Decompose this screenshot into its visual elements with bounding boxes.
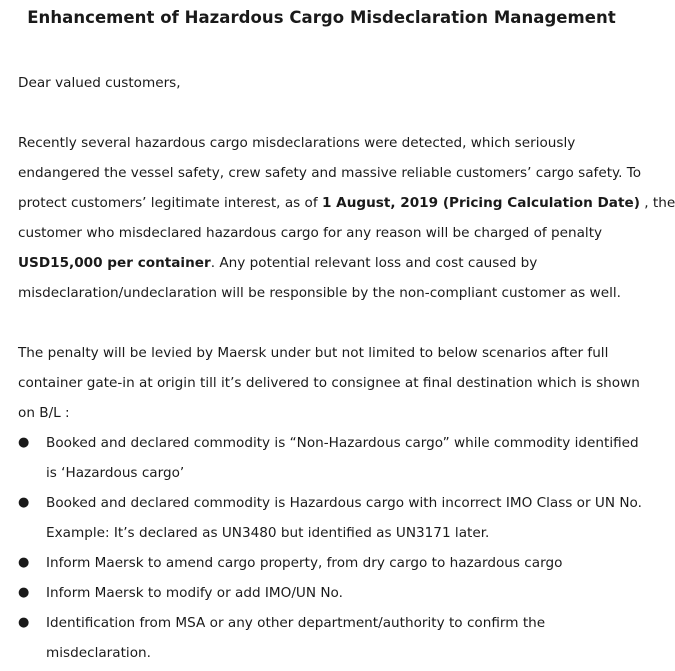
bullet-icon: ● [18, 615, 30, 630]
bullet-icon: ● [18, 435, 30, 450]
paragraph1-line3-text: protect customers’ legitimate interest, as of [18, 195, 322, 211]
bullet3-line1: Inform Maersk to amend cargo property, from dry cargo to hazardous cargo [46, 555, 563, 571]
paragraph1-line5 [18, 253, 537, 273]
bullet-icon: ● [18, 495, 30, 510]
bullet1-line2: is ‘Hazardous cargo’ [46, 465, 185, 481]
paragraph1-line3-tail: , the [639, 195, 675, 211]
bullet1-line1: Booked and declared commodity is “Non-Hazardous cargo” while commodity identified [46, 435, 639, 451]
document-title: Enhancement of Hazardous Cargo Misdeclaration Management [27, 8, 616, 27]
bullet5-line1: Identification from MSA or any other department/authority to confirm the [46, 615, 546, 631]
paragraph1-line5-text: . Any potential relevant loss and cost caused by [210, 255, 538, 271]
bullet-icon: ● [18, 555, 30, 570]
paragraph2-line1: The penalty will be levied by Maersk under but not limited to below scenarios after full [18, 345, 609, 361]
paragraph2-line3: on B/L : [18, 405, 70, 421]
greeting: Dear valued customers, [18, 75, 181, 91]
paragraph1-line3 [18, 193, 675, 213]
bullet4-line1: Inform Maersk to modify or add IMO/UN No. [46, 585, 343, 601]
bullet5-line2: misdeclaration. [46, 645, 151, 661]
paragraph1-line4: customer who misdeclared hazardous cargo for any reason will be charged of penalty [18, 225, 603, 241]
paragraph1-line2: endangered the vessel safety, crew safety and massive reliable customers’ cargo safety. To [18, 165, 642, 181]
penalty-amount: USD15,000 per container [18, 255, 211, 271]
bullet2-line2: Example: It’s declared as UN3480 but identified as UN3171 later. [46, 525, 490, 541]
paragraph1-line6: misdeclaration/undeclaration will be responsible by the non-compliant customer as well. [18, 285, 621, 301]
bullet2-line1: Booked and declared commodity is Hazardous cargo with incorrect IMO Class or UN No. [46, 495, 642, 511]
paragraph2-line2: container gate-in at origin till it’s delivered to consignee at final destination which is shown [18, 375, 640, 391]
paragraph1-line1: Recently several hazardous cargo misdeclarations were detected, which seriously [18, 135, 576, 151]
pricing-calculation-date: 1 August, 2019 (Pricing Calculation Date) [321, 195, 640, 211]
bullet-icon: ● [18, 585, 30, 600]
